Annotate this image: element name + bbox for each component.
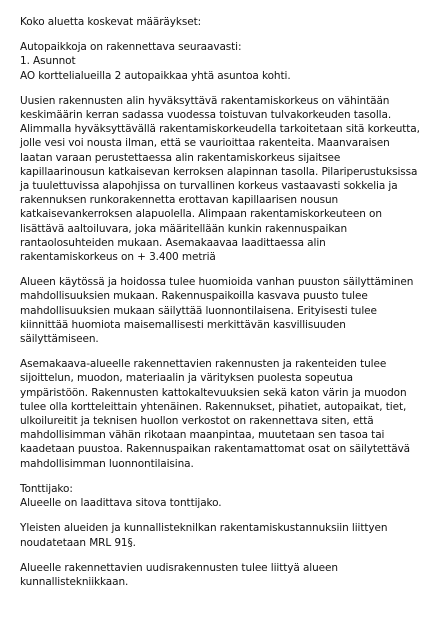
paragraph-plot-division: Tonttijako: Alueelle on laadittava sitova tonttijako. [20,482,222,510]
paragraph-utilities: Alueelle rakennettavien uudisrakennusten tulee liittyä alueen kunnallistekniikkaan. [20,561,338,588]
paragraph-costs: Yleisten alueiden ja kunnallisteknilkan rakentamiskustannuksiin liittyen noudatetaan MRL 91§. [20,522,388,549]
paragraph-floor-level: Uusien rakennusten alin hyväksyttävä rakentamiskorkeus on vähintään keskimäärin kerran sadassa vuodessa toistuvan tulvakorkeuden tasolla. Alimmalla hyväksyttävällä rakentamiskorkeudella tarkoitetaan sitä korkeutta, jolle vesi voi nousta ilman, että se vaurioittaa rakenteita. Maanvaraisen laatan varaan perustettaessa alin rakentamiskorkeus sijaitsee kapillaarinousun katkaisevan kerroksen alapinnan tasolla. Pilariperustuksissa ja tuulettuvissa alapohjissa on turvallinen korkeus vastaavasti sokkelia ja rakennuksen runkorakennetta erottavan kapillaarisen nousun katkaisevankerroksen alapuolella. Alimpaan rakentamiskorkeuteen on lisättävä aaltoiluvara, joka määritellään kunkin rakennuspaikan rantaolosuhteiden mukaan. Asemakaavaa laadittaessa alin rakentamiskorkeus on + 3.400 metriä [20,94,420,264]
paragraph-buildings: Asemakaava-alueelle rakennettavien rakennusten ja rakenteiden tulee sijoittelun, muodon, materiaalin ja värityksen puolesta sopeutua ympäristöön. Rakennusten kattokaltevuuksien sekä katon värin ja muodon tulee olla kortteleittain yhtenäinen. Rakennukset, pihatiet, autopaikat, tiet, ulkoilureitit ja teknisen huollon verkostot on rakennettava siten, että mahdollisimman vähän rikotaan maanpintaa, muutetaan sen tasoa tai kaadetaan puustoa. Rakennuspaikan rakentamattomat osat on säilytettävä mahdollisimman luonnontilaisina. [20,358,411,470]
paragraph-trees: Alueen käytössä ja hoidossa tulee huomioida vanhan puuston säilyttäminen mahdollisuuksien mukaan. Rakennuspaikoilla kasvava puusto tulee mahdollisuuksien mukaan säilyttää luonnontilaisena. Erityisesti tulee kiinnittää huomiota maisemallisesti merkittävän kasvillisuuden säilyttämiseen. [20,276,414,346]
heading-general-regulations: Koko aluetta koskevat määräykset: [20,16,202,28]
document-body [20,15,420,600]
paragraph-parking: Autopaikkoja on rakennettava seuraavasti: 1. Asunnot AO korttelialueilla 2 autopaikkaa yhtä asuntoa kohti. [20,41,291,82]
